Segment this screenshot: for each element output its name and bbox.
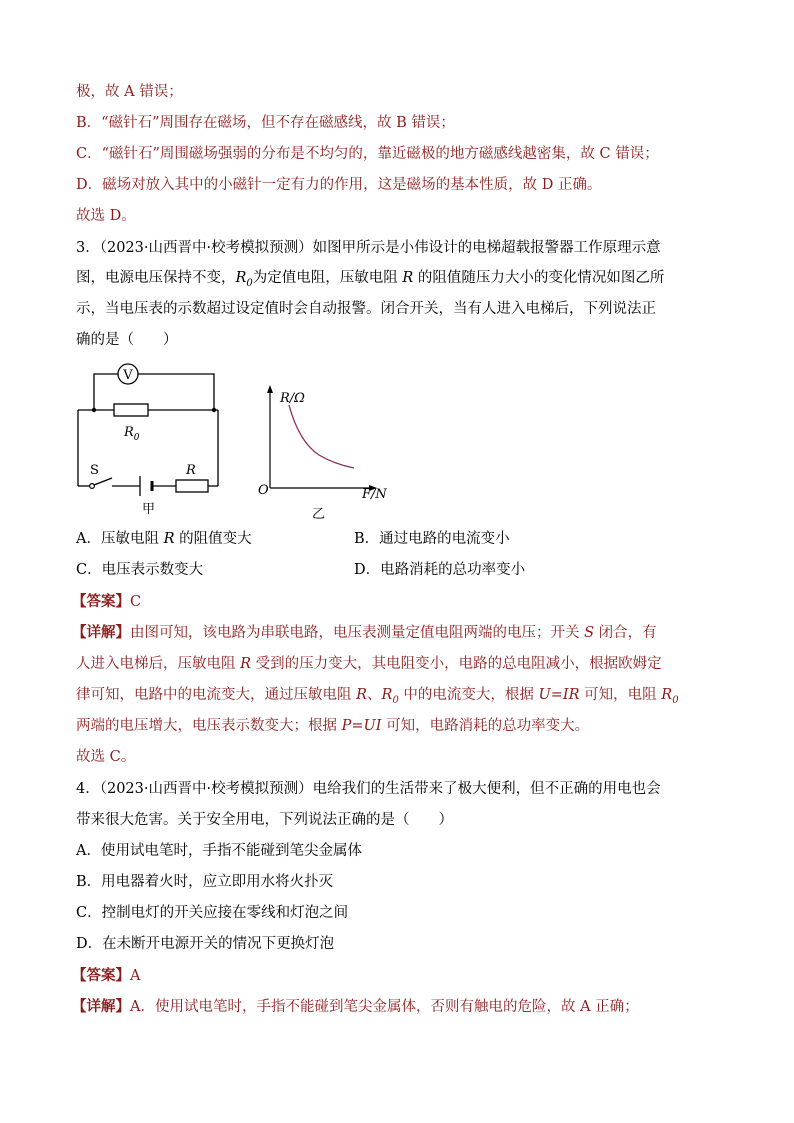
q4-option-c: C．控制电灯的开关应接在零线和灯泡之间 bbox=[76, 905, 349, 921]
q4-stem-line-2: 带来很大危害。关于安全用电，下列说法正确的是（ ） bbox=[76, 812, 453, 828]
q3-stem-line-4: 确的是（ ） bbox=[76, 332, 178, 348]
x-axis-label: F/N bbox=[362, 487, 387, 502]
pressure-resistor-r bbox=[176, 480, 208, 492]
battery-icon bbox=[140, 476, 152, 496]
junction-dot-right bbox=[212, 408, 216, 412]
prev-choose-line: 故选 D。 bbox=[76, 208, 136, 224]
q3-stem-line-2: 图，电源电压保持不变，$R_0$为定值电阻，压敏电阻 R 的阻值随压力大小的变化情况如图乙所 bbox=[76, 270, 665, 289]
svg-text:V: V bbox=[123, 368, 133, 383]
q4-stem-line-1: 4．（2023·山西晋中·校考模拟预测）电给我们的生活带来了极大便利，但不正确的用电也会 bbox=[76, 781, 661, 797]
q4-option-b: B．用电器着火时，应立即用水将火扑灭 bbox=[76, 874, 334, 890]
switch-label: S bbox=[90, 463, 99, 478]
prev-explanation-line-1: 极，故 A 错误； bbox=[76, 84, 183, 100]
circuit-caption: 甲 bbox=[142, 502, 156, 517]
q3-detail-line-3: 律可知，电路中的电流变大，通过压敏电阻 R、$R_0$ 中的电流变大，根据 U=IR 可知，电阻 $R_0$ bbox=[76, 687, 679, 706]
q4-answer: 【答案】A bbox=[72, 967, 141, 984]
y-axis-label: R/Ω bbox=[280, 391, 305, 406]
q3-option-a: A．压敏电阻 R 的阻值变大 bbox=[76, 531, 252, 547]
fixed-resistor-r0 bbox=[114, 404, 148, 416]
q3-stem-line-3: 示，当电压表的示数超过设定值时会自动报警。闭合开关，当有人进入电梯后，下列说法正 bbox=[76, 301, 656, 317]
q3-stem-line-1: 3．（2023·山西晋中·校考模拟预测）如图甲所示是小伟设计的电梯超载报警器工作原理示意 bbox=[76, 240, 661, 256]
q4-detail-line-1: 【详解】A．使用试电笔时，手指不能碰到笔尖金属体，否则有触电的危险，故 A 正确； bbox=[72, 998, 639, 1015]
r-label: R bbox=[186, 463, 196, 478]
q4-option-a: A．使用试电笔时，手指不能碰到笔尖金属体 bbox=[76, 843, 362, 859]
r0-label: $R_0$ bbox=[124, 425, 140, 443]
resistance-force-graph bbox=[252, 380, 402, 520]
q3-option-d: D．电路消耗的总功率变小 bbox=[354, 562, 526, 578]
q3-detail-line-2: 人进入电梯后，压敏电阻 R 受到的压力变大，其电阻变小，电路的总电阻减小，根据欧姆定 bbox=[76, 656, 662, 672]
prev-explanation-line-4: D．磁场对放入其中的小磁针一定有力的作用，这是磁场的基本性质，故 D 正确。 bbox=[76, 177, 602, 193]
resistance-curve bbox=[289, 405, 354, 468]
switch-icon bbox=[90, 478, 112, 488]
circuit-diagram bbox=[70, 358, 230, 518]
q3-detail-line-1: 【详解】由图可知，该电路为串联电路，电压表测量定值电阻两端的电压；开关 S 闭合，有 bbox=[72, 624, 657, 641]
junction-dot-left bbox=[92, 408, 96, 412]
origin-label: O bbox=[258, 483, 269, 498]
q3-detail-line-4: 两端的电压增大，电压表示数变大；根据 P=UI 可知，电路消耗的总功率变大。 bbox=[76, 718, 590, 734]
y-axis-arrow-icon bbox=[267, 385, 273, 393]
graph-caption: 乙 bbox=[312, 507, 326, 520]
q3-answer: 【答案】C bbox=[72, 593, 142, 610]
q3-option-c: C．电压表示数变大 bbox=[76, 562, 204, 578]
prev-explanation-line-3: C．“磁针石”周围磁场强弱的分布是不均匀的，靠近磁极的地方磁感线越密集，故 C 错误； bbox=[76, 146, 659, 162]
voltmeter-icon bbox=[118, 364, 138, 384]
q3-option-b: B．通过电路的电流变小 bbox=[354, 531, 510, 547]
prev-explanation-line-2: B．“磁针石”周围存在磁场，但不存在磁感线，故 B 错误； bbox=[76, 115, 455, 131]
q3-choose-line: 故选 C。 bbox=[76, 749, 136, 765]
q4-option-d: D．在未断开电源开关的情况下更换灯泡 bbox=[76, 936, 335, 952]
